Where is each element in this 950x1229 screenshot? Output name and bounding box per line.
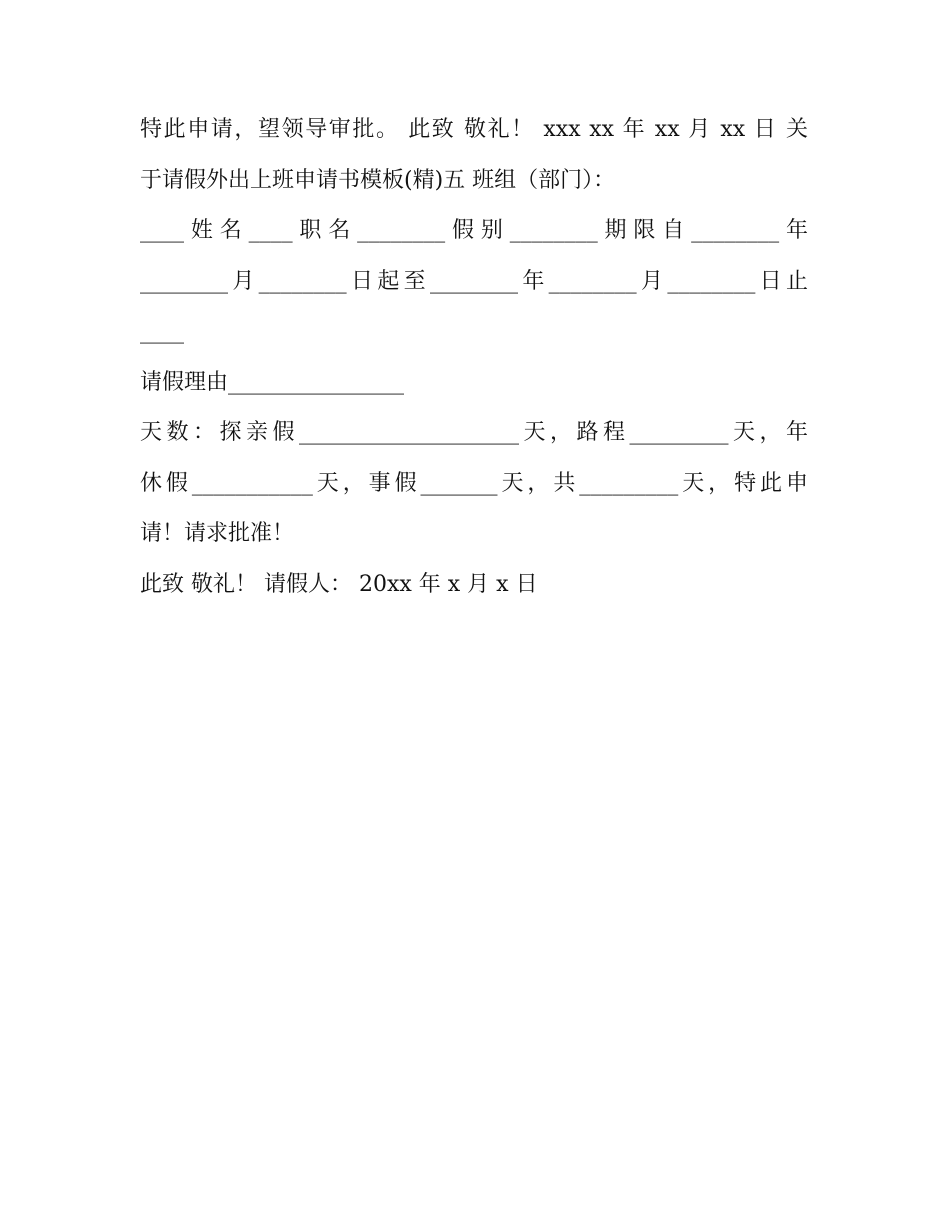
form-line-reason: 请假理由________________ bbox=[140, 369, 405, 395]
request-approval-line: 请！请求批准！ bbox=[140, 521, 295, 546]
form-line-leave-types: 休假___________天，事假_______天，共_________天，特此申 bbox=[140, 470, 808, 496]
paragraph-line-1: 特此申请，望领导审批。 此致 敬礼！ xxx xx 年 xx 月 xx 日 关 bbox=[140, 117, 808, 142]
closing-signature-line: 此致 敬礼！ 请假人： 20xx 年 x 月 x 日 bbox=[140, 571, 538, 597]
document-body bbox=[140, 105, 808, 610]
paragraph-line-2: 于请假外出上班申请书模板(精)五 班组（部门）： bbox=[140, 167, 616, 193]
form-line-blank: ____ bbox=[140, 319, 184, 344]
form-line-days: 天数：探亲假____________________天，路程_________天，年 bbox=[140, 420, 808, 445]
form-line-date-range: ________月________日起至________年________月________日止 bbox=[140, 268, 808, 294]
form-line-name-title: ____姓名____职名________假别________期限自________年 bbox=[140, 218, 808, 243]
